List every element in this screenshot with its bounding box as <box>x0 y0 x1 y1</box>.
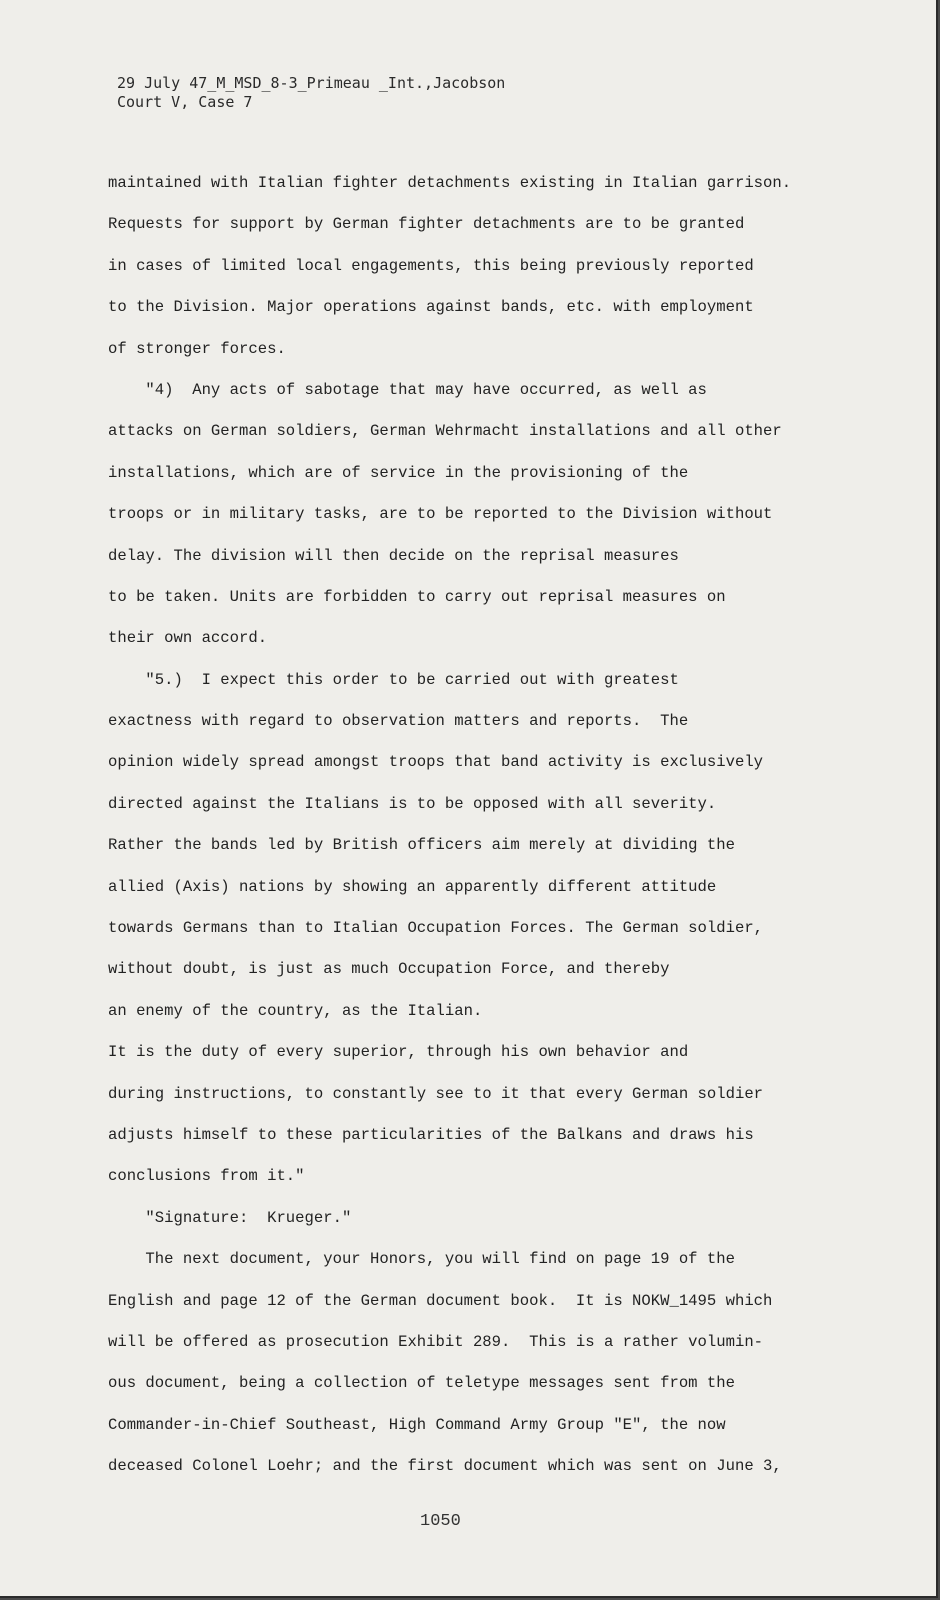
text-line: directed against the Italians is to be opposed with all severity. <box>108 794 717 813</box>
text-line: It is the duty of every superior, through his own behavior and <box>108 1043 689 1062</box>
text-line: maintained with Italian fighter detachments existing in Italian garrison. <box>108 174 792 192</box>
text-line: English and page 12 of the German document book. It is NOKW_1495 which <box>108 1291 773 1310</box>
text-line: Rather the bands led by British officers aim merely at dividing the <box>108 836 735 855</box>
text-line: installations, which are of service in the provisioning of the <box>108 463 689 482</box>
text-line: an enemy of the country, as the Italian. <box>108 1001 483 1020</box>
text-line: of stronger forces. <box>108 339 286 358</box>
text-line: their own accord. <box>108 629 268 648</box>
text-line: to the Division. Major operations against bands, etc. with employment <box>108 298 754 317</box>
text-line: towards Germans than to Italian Occupation Forces. The German soldier, <box>108 919 764 938</box>
text-line: to be taken. Units are forbidden to carry out reprisal measures on <box>108 587 726 606</box>
text-line: without doubt, is just as much Occupation Force, and thereby <box>108 960 670 979</box>
page-number: 1050 <box>420 1512 461 1531</box>
text-line: during instructions, to constantly see to it that every German soldier <box>108 1084 764 1103</box>
header-line-2: Court V, Case 7 <box>117 93 253 111</box>
text-line: attacks on German soldiers, German Wehrmacht installations and all other <box>108 422 782 441</box>
text-line: will be offered as prosecution Exhibit 289. This is a rather volumin- <box>108 1332 764 1351</box>
text-line: The next document, your Honors, you will find on page 19 of the <box>108 1250 735 1269</box>
header-line-1: 29 July 47_M_MSD_8-3_Primeau _Int.,Jacobson <box>117 74 506 92</box>
text-line: Commander-in-Chief Southeast, High Command Army Group "E", the now <box>108 1415 726 1434</box>
text-line: ous document, being a collection of teletype messages sent from the <box>108 1374 735 1393</box>
text-line: "4) Any acts of sabotage that may have occurred, as well as <box>108 380 707 399</box>
document-body <box>108 174 928 1499</box>
document-header <box>117 74 505 112</box>
text-line: adjusts himself to these particularities of the Balkans and draws his <box>108 1125 754 1144</box>
text-line: allied (Axis) nations by showing an apparently different attitude <box>108 877 717 896</box>
text-line: deceased Colonel Loehr; and the first document which was sent on June 3, <box>108 1457 782 1476</box>
text-line: "5.) I expect this order to be carried out with greatest <box>108 670 679 689</box>
text-line: exactness with regard to observation matters and reports. The <box>108 712 689 731</box>
text-line: delay. The division will then decide on the reprisal measures <box>108 546 679 565</box>
text-line: conclusions from it." <box>108 1167 305 1186</box>
text-line: in cases of limited local engagements, this being previously reported <box>108 256 754 275</box>
text-line: opinion widely spread amongst troops that band activity is exclusively <box>108 753 764 772</box>
text-line: "Signature: Krueger." <box>108 1208 352 1227</box>
text-line: Requests for support by German fighter detachments are to be granted <box>108 215 745 234</box>
text-line: troops or in military tasks, are to be reported to the Division without <box>108 505 773 524</box>
